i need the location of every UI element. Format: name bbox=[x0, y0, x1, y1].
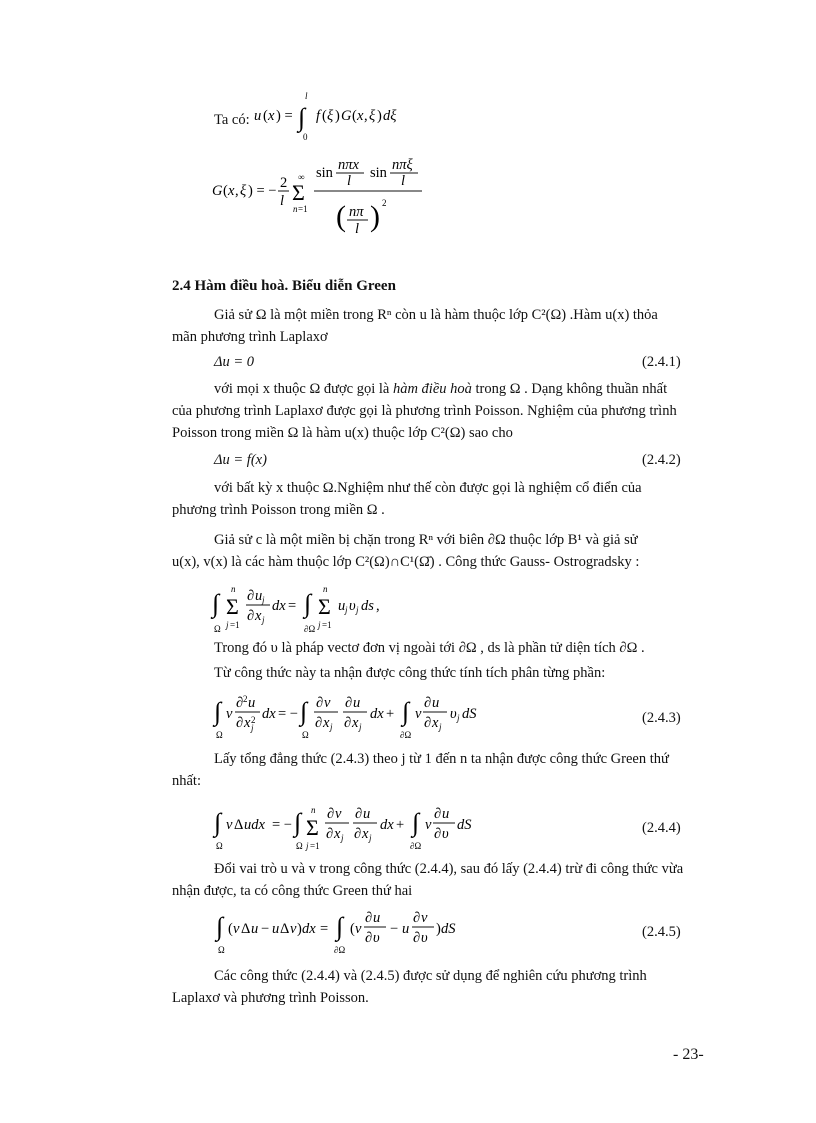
svg-text:n: n bbox=[311, 805, 316, 815]
equation-2-4-1: Δu = 0 bbox=[214, 354, 255, 370]
paragraph-7-line-1: Lấy tổng đẳng thức (2.4.3) theo j từ 1 đến n ta nhận được công thức Green thứ bbox=[214, 751, 669, 767]
svg-text:nπ: nπ bbox=[349, 204, 364, 220]
equation-2-4-3-render bbox=[212, 690, 512, 742]
svg-text:∫: ∫ bbox=[336, 912, 344, 941]
svg-text:Σ: Σ bbox=[226, 594, 239, 619]
svg-text:l: l bbox=[305, 91, 308, 101]
svg-text:∂: ∂ bbox=[236, 715, 244, 731]
svg-text:j: j bbox=[226, 620, 229, 630]
svg-text:=: = bbox=[288, 598, 297, 614]
paragraph-2-line-3: Poisson trong miền Ω là hàm u(x) thuộc lớp C²(Ω) sao cho bbox=[172, 425, 513, 441]
svg-text:u: u bbox=[338, 598, 346, 614]
svg-text:∂Ω: ∂Ω bbox=[334, 945, 346, 955]
paragraph-2-text-b: trong Ω . Dạng không thuần nhất bbox=[471, 381, 668, 397]
svg-text:∫: ∫ bbox=[214, 697, 222, 726]
svg-text:dx: dx bbox=[262, 706, 276, 722]
equation-2-4-2-number: (2.4.2) bbox=[642, 452, 681, 468]
paragraph-2-text-a: với mọi x thuộc Ω được gọi là bbox=[214, 381, 393, 397]
svg-text:x: x bbox=[323, 715, 330, 731]
svg-text:=1: =1 bbox=[322, 620, 332, 630]
paragraph-4-line-1: Giả sử c là một miền bị chặn trong Rⁿ với biên ∂Ω thuộc lớp B¹ và giả sử bbox=[214, 532, 638, 548]
svg-text:) = −: ) = − bbox=[248, 183, 277, 199]
paragraph-8-line-2: nhận được, ta có công thức Green thứ hai bbox=[172, 883, 413, 899]
svg-text:v: v bbox=[324, 695, 331, 711]
svg-text:∂Ω: ∂Ω bbox=[304, 624, 316, 634]
svg-text:∫: ∫ bbox=[214, 808, 222, 837]
svg-text:v: v bbox=[290, 921, 297, 937]
svg-text:u: u bbox=[363, 806, 371, 822]
svg-text:j: j bbox=[457, 713, 460, 723]
svg-text:∂: ∂ bbox=[413, 930, 421, 946]
svg-text:j: j bbox=[369, 833, 372, 843]
svg-text:∂Ω: ∂Ω bbox=[400, 730, 412, 740]
svg-text:2: 2 bbox=[280, 175, 288, 191]
svg-text:2: 2 bbox=[251, 715, 256, 725]
harmonic-function-term: hàm điều hoà bbox=[392, 381, 472, 397]
svg-text:u: u bbox=[432, 695, 440, 711]
svg-text:∂Ω: ∂Ω bbox=[410, 841, 422, 851]
svg-text:u: u bbox=[254, 108, 262, 124]
paragraph-3-line-2: phương trình Poisson trong miền Ω . bbox=[172, 502, 385, 518]
svg-text:∂: ∂ bbox=[365, 910, 373, 926]
svg-text:v: v bbox=[425, 817, 432, 833]
paragraph-2-line-1 bbox=[214, 379, 667, 399]
svg-text:(: ( bbox=[350, 921, 355, 937]
svg-text:) =: ) = bbox=[276, 108, 293, 124]
svg-text:Δ: Δ bbox=[241, 921, 251, 937]
svg-text:x: x bbox=[228, 183, 235, 199]
paragraph-6: Từ công thức này ta nhận được công thức tính tích phân từng phần: bbox=[214, 665, 606, 681]
svg-text:(: ( bbox=[336, 200, 346, 233]
svg-text:∂: ∂ bbox=[434, 826, 442, 842]
svg-text:Ω: Ω bbox=[218, 945, 225, 955]
svg-text:v: v bbox=[226, 817, 233, 833]
svg-text:∂: ∂ bbox=[315, 715, 323, 731]
equation-2-4-5-render bbox=[214, 905, 514, 957]
svg-text:j: j bbox=[306, 841, 309, 851]
svg-text:Ω: Ω bbox=[214, 624, 221, 634]
svg-text:j: j bbox=[251, 723, 254, 733]
equation-2-4-4-number: (2.4.4) bbox=[642, 820, 681, 836]
g-formula-render bbox=[212, 150, 472, 246]
svg-text:Σ: Σ bbox=[318, 594, 331, 619]
svg-text:,: , bbox=[364, 108, 368, 124]
paragraph-1-line-2: mãn phương trình Laplaxơ bbox=[172, 329, 328, 345]
svg-text:G: G bbox=[212, 183, 223, 199]
svg-text:j: j bbox=[356, 605, 359, 615]
paragraph-2-line-2: của phương trình Laplaxơ được gọi là phương trình Poisson. Nghiệm của phương trình bbox=[172, 403, 677, 419]
svg-text:u: u bbox=[248, 695, 256, 711]
paragraph-8-line-1: Đổi vai trò u và v trong công thức (2.4.4), sau đó lấy (2.4.4) trừ đi công thức vừa bbox=[214, 861, 684, 877]
svg-text:−: − bbox=[261, 921, 270, 937]
svg-text:u: u bbox=[272, 921, 280, 937]
svg-text:j: j bbox=[341, 833, 344, 843]
svg-text:∂: ∂ bbox=[424, 695, 432, 711]
svg-text:): ) bbox=[436, 921, 441, 937]
svg-text:x: x bbox=[255, 608, 262, 624]
svg-text:j: j bbox=[439, 722, 442, 732]
svg-text:ξ: ξ bbox=[369, 108, 376, 124]
svg-text:∫: ∫ bbox=[402, 697, 410, 726]
svg-text:n: n bbox=[293, 204, 298, 214]
svg-text:∂: ∂ bbox=[354, 826, 362, 842]
svg-text:u: u bbox=[402, 921, 410, 937]
svg-text:∂: ∂ bbox=[316, 695, 324, 711]
svg-text:=: = bbox=[320, 921, 329, 937]
svg-text:): ) bbox=[297, 921, 302, 937]
svg-text:= −: = − bbox=[272, 817, 292, 833]
svg-text:υ: υ bbox=[421, 930, 428, 946]
svg-text:∂: ∂ bbox=[247, 588, 255, 604]
svg-text:∂: ∂ bbox=[424, 715, 432, 731]
svg-text:∂: ∂ bbox=[413, 910, 421, 926]
svg-text:Δ: Δ bbox=[234, 817, 244, 833]
svg-text:Ω: Ω bbox=[302, 730, 309, 740]
svg-text:(: ( bbox=[223, 183, 228, 199]
svg-text:l: l bbox=[355, 221, 360, 237]
paragraph-4-line-2: u(x), v(x) là các hàm thuộc lớp C²(Ω)∩C¹(Ω̄) . Công thức Gauss- Ostrogradsky : bbox=[172, 554, 640, 570]
svg-text:dS: dS bbox=[462, 706, 477, 722]
svg-text:v: v bbox=[415, 706, 422, 722]
svg-text:Σ: Σ bbox=[292, 180, 305, 205]
svg-text:2: 2 bbox=[243, 694, 248, 704]
svg-text:x: x bbox=[334, 826, 341, 842]
svg-text:j: j bbox=[262, 595, 265, 605]
svg-text:u: u bbox=[255, 588, 263, 604]
svg-text:=1: =1 bbox=[298, 204, 308, 214]
equation-2-4-4-render bbox=[212, 797, 512, 853]
svg-text:udx: udx bbox=[244, 817, 265, 833]
svg-text:l: l bbox=[347, 173, 352, 189]
svg-text:2: 2 bbox=[382, 198, 387, 208]
svg-text:Δ: Δ bbox=[280, 921, 290, 937]
page-number: - 23- bbox=[673, 1046, 704, 1063]
svg-text:Ω: Ω bbox=[296, 841, 303, 851]
svg-text:): ) bbox=[377, 108, 382, 124]
svg-text:x: x bbox=[244, 715, 251, 731]
svg-text:l: l bbox=[280, 193, 285, 209]
svg-text:x: x bbox=[352, 715, 359, 731]
svg-text:dx: dx bbox=[302, 921, 316, 937]
svg-text:x: x bbox=[362, 826, 369, 842]
svg-text:(: ( bbox=[263, 108, 268, 124]
svg-text:nπx: nπx bbox=[338, 157, 359, 173]
svg-text:υ: υ bbox=[349, 598, 356, 614]
paragraph-9-line-2: Laplaxơ và phương trình Poisson. bbox=[172, 990, 369, 1006]
svg-text:(: ( bbox=[228, 921, 233, 937]
svg-text:): ) bbox=[370, 200, 380, 233]
paragraph-3-line-1: với bất kỳ x thuộc Ω.Nghiệm như thế còn được gọi là nghiệm cổ điển của bbox=[214, 480, 642, 496]
svg-text:∂: ∂ bbox=[434, 806, 442, 822]
svg-text:n: n bbox=[231, 584, 236, 594]
svg-text:v: v bbox=[233, 921, 240, 937]
svg-text:u: u bbox=[251, 921, 259, 937]
svg-text:nπξ: nπξ bbox=[392, 157, 413, 173]
svg-text:j: j bbox=[330, 722, 333, 732]
svg-text:,: , bbox=[376, 598, 380, 614]
equation-2-4-3-number: (2.4.3) bbox=[642, 710, 681, 726]
svg-text:j: j bbox=[345, 605, 348, 615]
svg-text:j: j bbox=[318, 620, 321, 630]
svg-text:v: v bbox=[421, 910, 428, 926]
svg-text:dx: dx bbox=[272, 598, 286, 614]
svg-text:v: v bbox=[226, 706, 233, 722]
svg-text:,: , bbox=[235, 183, 239, 199]
equation-2-4-2: Δu = f(x) bbox=[214, 452, 267, 468]
svg-text:=1: =1 bbox=[230, 620, 240, 630]
svg-text:∂: ∂ bbox=[345, 695, 353, 711]
svg-text:∂: ∂ bbox=[355, 806, 363, 822]
svg-text:dx: dx bbox=[370, 706, 384, 722]
svg-text:n: n bbox=[323, 584, 328, 594]
svg-text:u: u bbox=[442, 806, 450, 822]
svg-text:∂: ∂ bbox=[236, 695, 244, 711]
svg-text:v: v bbox=[335, 806, 342, 822]
svg-text:l: l bbox=[401, 173, 406, 189]
equation-2-4-1-number: (2.4.1) bbox=[642, 354, 681, 370]
svg-text:+: + bbox=[386, 706, 395, 722]
svg-text:sin: sin bbox=[316, 165, 333, 181]
svg-text:x: x bbox=[268, 108, 275, 124]
svg-text:∂: ∂ bbox=[327, 806, 335, 822]
svg-text:∂: ∂ bbox=[326, 826, 334, 842]
svg-text:dS: dS bbox=[457, 817, 472, 833]
svg-text:u: u bbox=[373, 910, 381, 926]
svg-text:dξ: dξ bbox=[383, 108, 397, 124]
svg-text:−: − bbox=[390, 921, 399, 937]
svg-text:sin: sin bbox=[370, 165, 387, 181]
u-formula-render bbox=[250, 86, 450, 146]
paragraph-1-line-1: Giả sử Ω là một miền trong Rⁿ còn u là hàm thuộc lớp C²(Ω) .Hàm u(x) thỏa bbox=[214, 307, 658, 323]
svg-text:Ω: Ω bbox=[216, 730, 223, 740]
svg-text:j: j bbox=[262, 615, 265, 625]
svg-text:= −: = − bbox=[278, 706, 298, 722]
svg-text:∫: ∫ bbox=[216, 912, 224, 941]
svg-text:(: ( bbox=[352, 108, 357, 124]
svg-text:∫: ∫ bbox=[304, 589, 312, 618]
svg-text:∫: ∫ bbox=[212, 589, 220, 618]
svg-text:x: x bbox=[432, 715, 439, 731]
svg-text:υ: υ bbox=[450, 706, 457, 722]
svg-text:ds: ds bbox=[361, 598, 374, 614]
svg-text:f: f bbox=[316, 108, 321, 124]
intro-u-formula bbox=[214, 110, 250, 130]
svg-text:∫: ∫ bbox=[298, 103, 306, 132]
svg-text:): ) bbox=[335, 108, 340, 124]
svg-text:x: x bbox=[357, 108, 364, 124]
svg-text:Σ: Σ bbox=[306, 815, 319, 840]
paragraph-5: Trong đó υ là pháp vectơ đơn vị ngoài tới ∂Ω , ds là phần tử diện tích ∂Ω . bbox=[214, 640, 645, 656]
svg-text:υ: υ bbox=[373, 930, 380, 946]
svg-text:∫: ∫ bbox=[294, 808, 302, 837]
svg-text:v: v bbox=[355, 921, 362, 937]
svg-text:u: u bbox=[353, 695, 361, 711]
paragraph-7-line-2: nhất: bbox=[172, 773, 201, 789]
svg-text:∂: ∂ bbox=[247, 608, 255, 624]
svg-text:+: + bbox=[396, 817, 405, 833]
svg-text:(: ( bbox=[322, 108, 327, 124]
gauss-formula-render bbox=[210, 580, 470, 636]
svg-text:ξ: ξ bbox=[327, 108, 334, 124]
svg-text:dx: dx bbox=[380, 817, 394, 833]
svg-text:ξ: ξ bbox=[240, 183, 247, 199]
equation-2-4-5-number: (2.4.5) bbox=[642, 924, 681, 940]
svg-text:∂: ∂ bbox=[344, 715, 352, 731]
svg-text:∂: ∂ bbox=[365, 930, 373, 946]
svg-text:j: j bbox=[359, 722, 362, 732]
svg-text:∫: ∫ bbox=[300, 697, 308, 726]
svg-text:G: G bbox=[341, 108, 352, 124]
section-title: 2.4 Hàm điều hoà. Biểu diễn Green bbox=[172, 278, 396, 294]
svg-text:∫: ∫ bbox=[412, 808, 420, 837]
svg-text:=1: =1 bbox=[310, 841, 320, 851]
svg-text:υ: υ bbox=[442, 826, 449, 842]
svg-text:0: 0 bbox=[303, 132, 308, 142]
svg-text:dS: dS bbox=[441, 921, 456, 937]
svg-text:∞: ∞ bbox=[298, 172, 305, 182]
intro-label: Ta có: bbox=[214, 112, 250, 128]
svg-text:Ω: Ω bbox=[216, 841, 223, 851]
paragraph-9-line-1: Các công thức (2.4.4) và (2.4.5) được sử dụng để nghiên cứu phương trình bbox=[214, 968, 647, 984]
